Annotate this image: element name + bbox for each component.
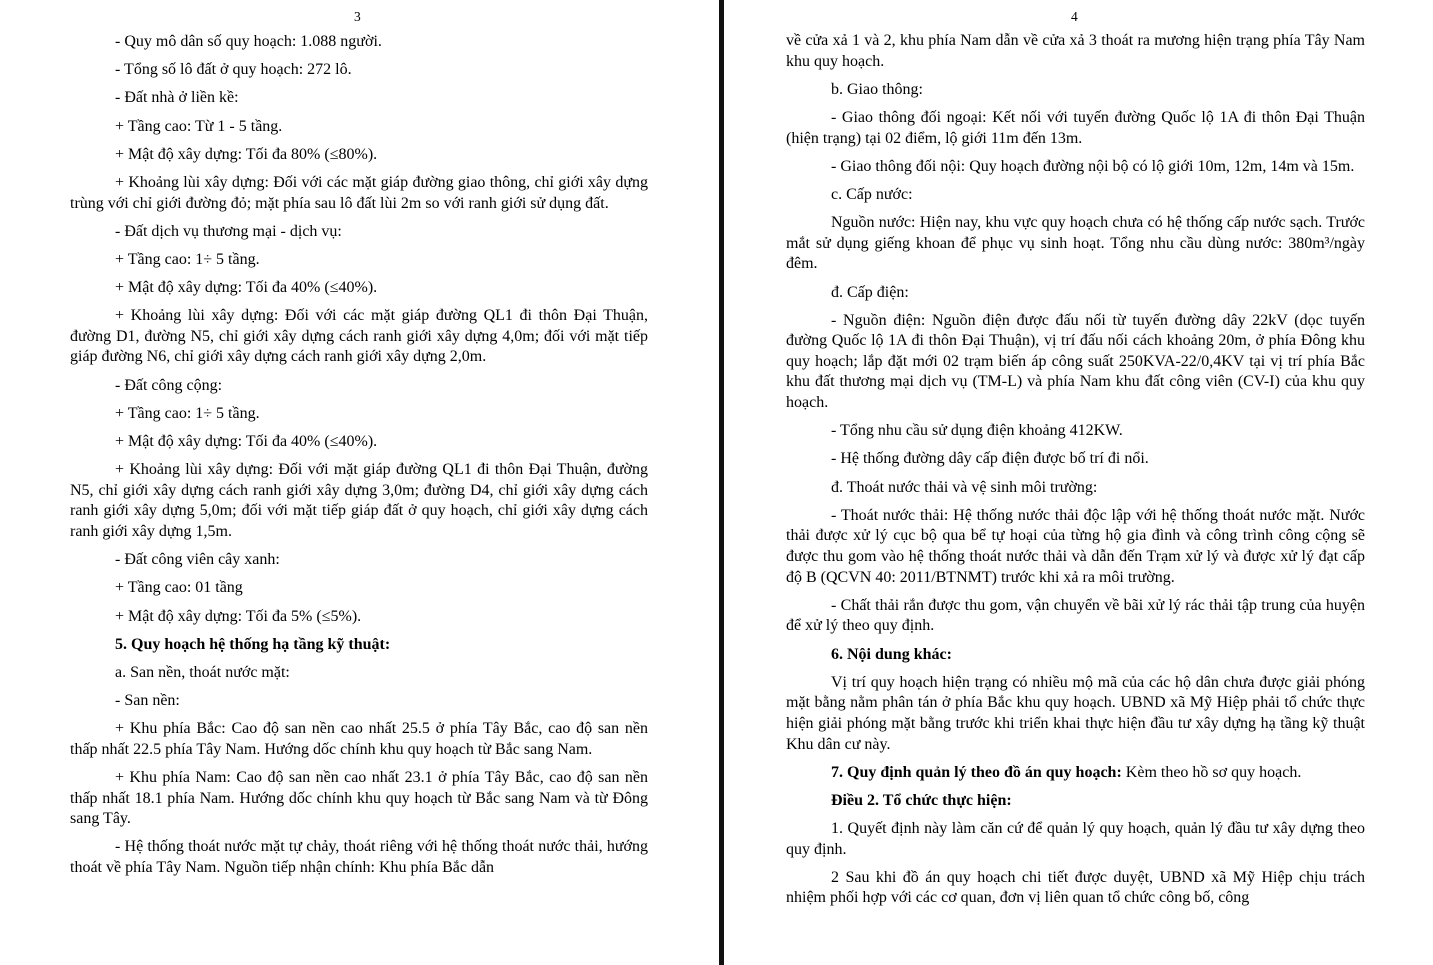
paragraph: đ. Thoát nước thải và vệ sinh môi trường: (831, 478, 1098, 496)
paragraph: 2 Sau khi đồ án quy hoạch chi tiết được duyệt, UBND xã Mỹ Hiệp chịu trách nhiệm phối hợp với các cơ quan, đơn vị liên quan tổ chức công bố, công (786, 868, 1365, 907)
paragraph: - Đất dịch vụ thương mại - dịch vụ: (115, 222, 342, 240)
page-body (70, 32, 648, 886)
page-number: 4 (1071, 9, 1078, 24)
paragraph: + Khoảng lùi xây dựng: Đối với mặt giáp đường QL1 đi thôn Đại Thuận, đường N5, chỉ giới xây dựng cách ranh giới xây dựng 3,0m; đường D4, chỉ giới xây dựng cách ranh giới xây dựng 5,0m; đối với mặt tiếp giáp đất ở quy hoạch, chỉ giới xây dựng cách ranh giới xây dựng 1,5m. (70, 461, 648, 540)
paragraph: + Tầng cao: 1÷ 5 tầng. (115, 404, 260, 422)
paragraph: - San nền: (115, 692, 180, 710)
section-heading: 5. Quy hoạch hệ thống hạ tầng kỹ thuật: (115, 635, 391, 653)
paragraph: - Tổng nhu cầu sử dụng điện khoảng 412KW. (831, 422, 1123, 440)
paragraph: - Quy mô dân số quy hoạch: 1.088 người. (115, 33, 382, 50)
paragraph: a. San nền, thoát nước mặt: (115, 663, 290, 681)
section-heading: 6. Nội dung khác: (831, 645, 952, 663)
page-number: 3 (354, 9, 361, 24)
paragraph: + Khoảng lùi xây dựng: Đối với các mặt giáp đường QL1 đi thôn Đại Thuận, đường D1, đường N5, chỉ giới xây dựng cách ranh giới xây dựng 4,0m; đối với mặt tiếp giáp đường N6, chỉ giới xây dựng cách ranh giới xây dựng 2,0m. (70, 307, 648, 366)
paragraph: - Thoát nước thải: Hệ thống nước thải độc lập với hệ thống thoát nước mặt. Nước thải được xử lý cục bộ qua bể tự hoại của từng hộ gia đình và công trình công cộng sẽ được thu gom vào hệ thống thoát nước thải và dẫn đến Trạm xử lý và được xử lý đạt cấp độ B (QCVN 40: 2011/BTNMT) trước khi xả ra môi trường. (786, 506, 1365, 586)
paragraph: + Khoảng lùi xây dựng: Đối với các mặt giáp đường giao thông, chỉ giới xây dựng trùng với chỉ giới đường đỏ; mặt phía sau lô đất lùi 2m so với ranh giới sử dụng đất. (70, 173, 648, 212)
paragraph: - Giao thông đối nội: Quy hoạch đường nội bộ có lộ giới 10m, 12m, 14m và 15m. (831, 157, 1355, 175)
paragraph: + Mật độ xây dựng: Tối đa 5% (≤5%). (115, 607, 362, 625)
paragraph: - Giao thông đối ngoại: Kết nối với tuyến đường Quốc lộ 1A đi thôn Đại Thuận (hiện trạng) tại 02 điểm, lộ giới 11m đến 13m. (786, 108, 1365, 147)
inline-text: Kèm theo hồ sơ quy hoạch. (1121, 763, 1302, 781)
paragraph: + Khu phía Bắc: Cao độ san nền cao nhất 25.5 ở phía Tây Bắc, cao độ san nền thấp nhất 22.5 phía Tây Nam. Hướng dốc chính khu quy hoạch từ Bắc sang Nam. (70, 720, 648, 758)
paragraph: + Mật độ xây dựng: Tối đa 40% (≤40%). (115, 433, 378, 451)
article-heading: Điều 2. Tổ chức thực hiện: (831, 791, 1012, 809)
paragraph: b. Giao thông: (831, 80, 923, 98)
paragraph: + Tầng cao: 01 tầng (115, 579, 243, 597)
paragraph: - Nguồn điện: Nguồn điện được đấu nối từ tuyến đường dây 22kV (dọc tuyến đường Quốc lộ 1A đi thôn Đại Thuận), vị trí đấu nối cách khoảng 20m, ở phía Đông khu quy hoạch; lắp đặt mới 02 trạm biến áp công suất 250KVA-22/0,4KV tại vị trí phía Bắc khu đất thương mại dịch vụ (TM-L) và phía Nam khu đất công viên (CV-I) của khu quy hoạch. (786, 311, 1365, 412)
paragraph (786, 763, 1365, 784)
paragraph: đ. Cấp điện: (831, 283, 909, 301)
paragraph: về cửa xả 1 và 2, khu phía Nam dẫn về cửa xả 3 thoát ra mương hiện trạng phía Tây Nam khu quy hoạch. (786, 32, 1365, 70)
paragraph: - Chất thải rắn được thu gom, vận chuyển về bãi xử lý rác thải tập trung của huyện để xử lý theo quy định. (786, 596, 1365, 635)
paragraph: - Đất công cộng: (115, 376, 223, 394)
paragraph: - Hệ thống thoát nước mặt tự chảy, thoát riêng với hệ thống thoát nước thải, hướng thoát về phía Tây Nam. Nguồn tiếp nhận chính: Khu phía Bắc dẫn (70, 838, 648, 877)
paragraph: + Mật độ xây dựng: Tối đa 80% (≤80%). (115, 145, 378, 163)
page-divider (719, 0, 724, 965)
page-body (786, 31, 1365, 917)
paragraph: - Tổng số lô đất ở quy hoạch: 272 lô. (115, 61, 352, 79)
paragraph: 1. Quyết định này làm căn cứ để quản lý quy hoạch, quản lý đầu tư xây dựng theo quy định. (786, 820, 1365, 858)
paragraph: c. Cấp nước: (831, 185, 913, 203)
paragraph: Nguồn nước: Hiện nay, khu vực quy hoạch chưa có hệ thống cấp nước sạch. Trước mắt sử dụng giếng khoan để phục vụ sinh hoạt. Tổng nhu cầu dùng nước: 380m³/ngày đêm. (786, 214, 1365, 273)
paragraph: - Đất công viên cây xanh: (115, 551, 280, 569)
paragraph: + Tầng cao: 1÷ 5 tầng. (115, 250, 260, 268)
paragraph: + Tầng cao: Từ 1 - 5 tầng. (115, 117, 283, 135)
paragraph: - Đất nhà ở liền kề: (115, 89, 239, 107)
paragraph: - Hệ thống đường dây cấp điện được bố trí đi nổi. (831, 450, 1149, 468)
right-page (726, 0, 1433, 965)
paragraph: + Khu phía Nam: Cao độ san nền cao nhất 23.1 ở phía Tây Bắc, cao độ san nền thấp nhất 18.1 phía Nam. Hướng dốc chính khu quy hoạch từ Bắc sang Nam và từ Đông sang Tây. (70, 769, 648, 828)
section-heading-inline: 7. Quy định quản lý theo đồ án quy hoạch: (831, 763, 1122, 781)
paragraph: Vị trí quy hoạch hiện trạng có nhiều mộ mã của các hộ dân chưa được giải phóng mặt bằng nằm phân tán ở phía Bắc khu quy hoạch. UBND xã Mỹ Hiệp phải tổ chức thực hiện giải phóng mặt bằng trước khi triển khai thực hiện đầu tư xây dựng hạ tầng kỹ thuật Khu dân cư này. (786, 673, 1365, 753)
paragraph: + Mật độ xây dựng: Tối đa 40% (≤40%). (115, 279, 378, 297)
